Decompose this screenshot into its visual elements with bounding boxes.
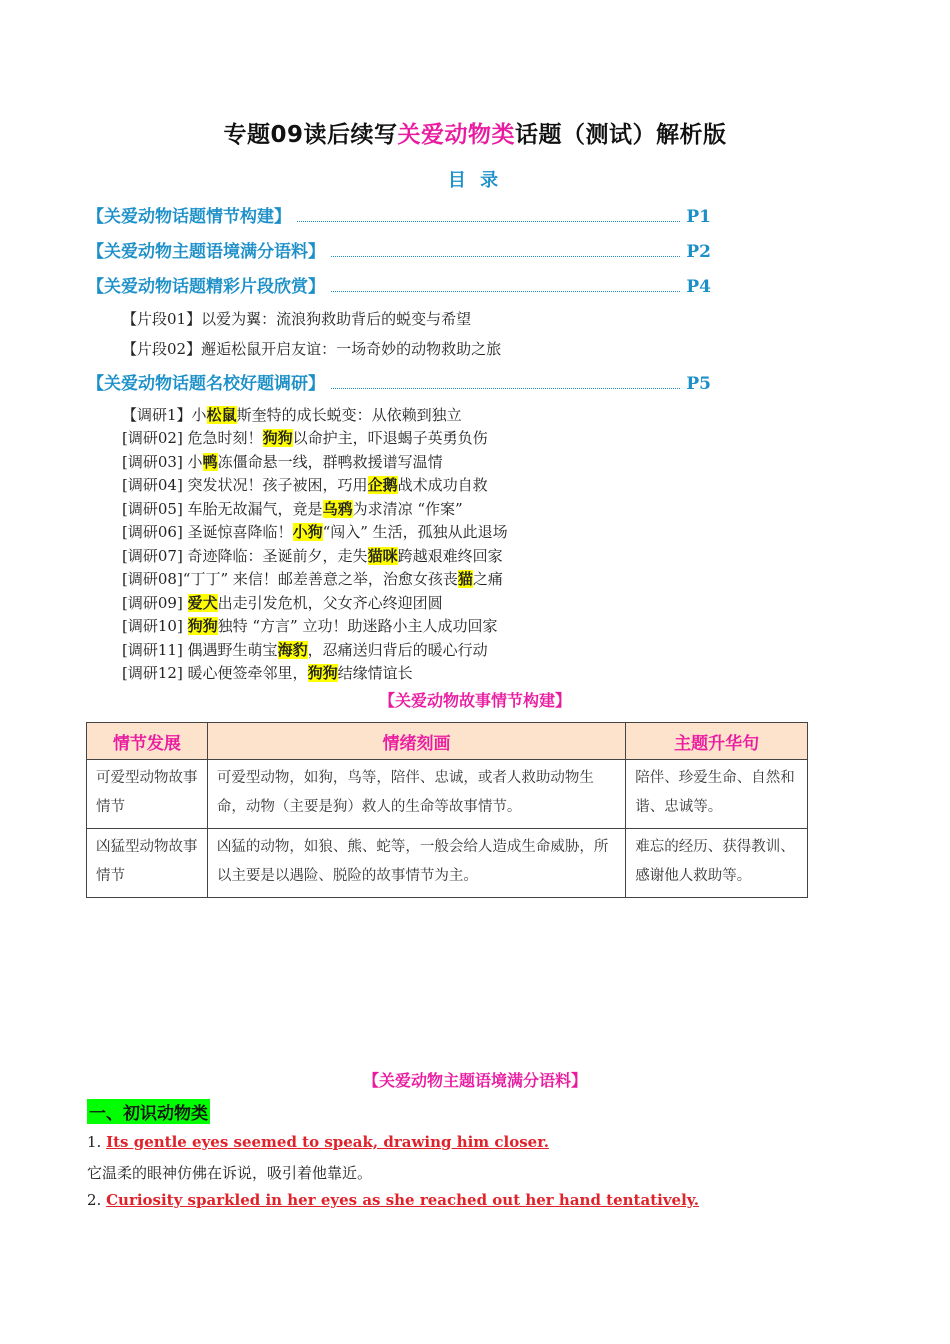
table-cell: 可爱型动物故事情节 — [87, 760, 208, 829]
research-item-11[interactable]: [调研11] 偶遇野生萌宝海豹，忍痛送归背后的暖心行动 — [122, 641, 488, 659]
toc-entry-research[interactable]: 【关爱动物话题名校好题调研】 P5 — [87, 374, 711, 394]
column-header: 情绪刻画 — [207, 723, 625, 760]
research-item-10[interactable]: [调研10] 狗狗独特 “方言” 立功！助迷路小主人成功回家 — [122, 617, 498, 635]
toc-page: P2 — [686, 242, 711, 262]
toc-leader — [331, 291, 680, 292]
toc-page: P1 — [686, 207, 711, 227]
research-item-7[interactable]: [调研07] 奇迹降临：圣诞前夕，走失猫咪跨越艰难终回家 — [122, 547, 503, 565]
toc-leader — [297, 221, 680, 222]
corpus-item-2-en: 2. Curiosity sparkled in her eyes as she reached out her hand tentatively. — [87, 1191, 699, 1209]
research-item-2[interactable]: [调研02] 危急时刻！狗狗以命护主，吓退蝎子英勇负伤 — [122, 429, 488, 447]
research-item-8[interactable]: [调研08]“丁丁” 来信！邮差善意之举，治愈女孩丧猫之痛 — [122, 570, 503, 588]
plot-table-heading: 【关爱动物故事情节构建】 — [378, 691, 571, 710]
table-cell: 可爱型动物，如狗，鸟等，陪伴、忠诚，或者人救助动物生命，动物（主要是狗）救人的生命等故事情节。 — [207, 760, 625, 829]
toc-entry-plot[interactable]: 【关爱动物话题情节构建】 P1 — [87, 207, 711, 227]
toc-heading: 目 录 — [447, 170, 503, 191]
research-item-3[interactable]: [调研03] 小鸭冻僵命悬一线，群鸭救援谱写温情 — [122, 453, 443, 471]
table-row — [87, 760, 808, 829]
corpus-heading: 【关爱动物主题语境满分语料】 — [362, 1071, 587, 1090]
table-cell: 难忘的经历、获得教训、感谢他人救助等。 — [626, 829, 808, 898]
corpus-section-title: 一、初识动物类 — [87, 1099, 210, 1124]
research-item-5[interactable]: [调研05] 车胎无故漏气，竟是乌鸦为求清凉 “作案” — [122, 500, 463, 518]
toc-fragment-1[interactable]: 【片段01】以爱为翼：流浪狗救助背后的蜕变与希望 — [122, 310, 472, 328]
research-item-1[interactable]: 【调研1】小松鼠斯奎特的成长蜕变：从依赖到独立 — [122, 406, 462, 424]
table-cell: 凶猛型动物故事情节 — [87, 829, 208, 898]
table-row — [87, 829, 808, 898]
toc-entry-fragments[interactable]: 【关爱动物话题精彩片段欣赏】 P4 — [87, 277, 711, 297]
research-item-9[interactable]: [调研09] 爱犬出走引发危机，父女齐心终迎团圆 — [122, 594, 443, 612]
toc-entry-corpus[interactable]: 【关爱动物主题语境满分语料】 P2 — [87, 242, 711, 262]
column-header: 情节发展 — [87, 723, 208, 760]
title-highlight: 关爱动物类 — [397, 122, 515, 148]
toc-page: P4 — [686, 277, 711, 297]
research-item-4[interactable]: [调研04] 突发状况！孩子被困，巧用企鹅战术成功自救 — [122, 476, 488, 494]
toc-leader — [331, 388, 680, 389]
toc-page: P5 — [686, 374, 711, 394]
corpus-item-1-en: 1. Its gentle eyes seemed to speak, drawing him closer. — [87, 1133, 549, 1151]
research-item-6[interactable]: [调研06] 圣诞惊喜降临！小狗“闯入” 生活，孤独从此退场 — [122, 523, 508, 541]
toc-leader — [331, 256, 680, 257]
document-title: 专题09读后续写关爱动物类话题（测试）解析版 — [223, 122, 727, 148]
table-cell: 陪伴、珍爱生命、自然和谐、忠诚等。 — [626, 760, 808, 829]
plot-table — [86, 722, 808, 898]
toc-fragment-2[interactable]: 【片段02】邂逅松鼠开启友谊：一场奇妙的动物救助之旅 — [122, 340, 502, 358]
research-item-12[interactable]: [调研12] 暖心便签牵邻里，狗狗结缘情谊长 — [122, 664, 413, 682]
table-header-row — [87, 723, 808, 760]
corpus-item-1-zh: 它温柔的眼神仿佛在诉说，吸引着他靠近。 — [87, 1164, 373, 1182]
table-cell: 凶猛的动物，如狼、熊、蛇等，一般会给人造成生命威胁，所以主要是以遇险、脱险的故事情节为主。 — [207, 829, 625, 898]
column-header: 主题升华句 — [626, 723, 808, 760]
